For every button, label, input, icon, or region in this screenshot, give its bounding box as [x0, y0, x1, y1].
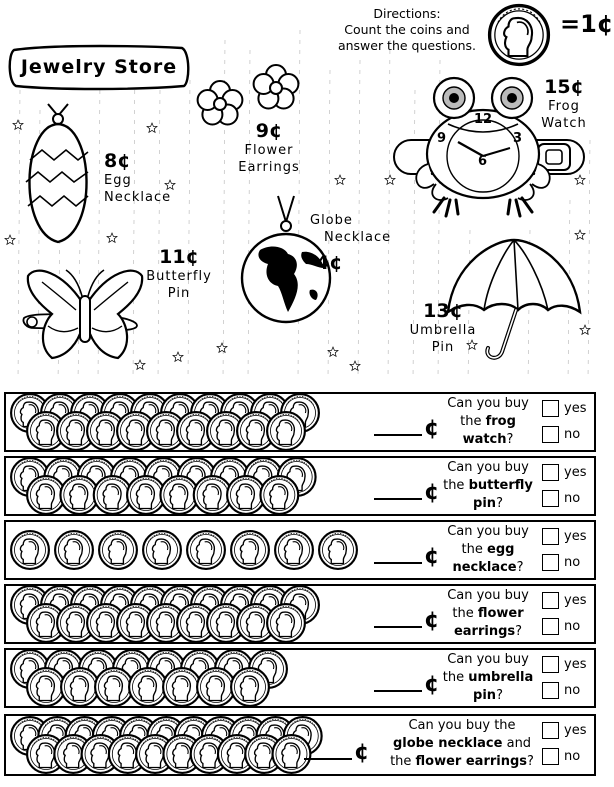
checkbox-no[interactable]	[542, 554, 559, 571]
penny-coin	[231, 531, 269, 569]
penny-coin	[227, 476, 265, 514]
directions-heading: Directions:	[373, 6, 441, 21]
penny-coin	[160, 476, 198, 514]
checkbox-no[interactable]	[542, 426, 559, 443]
question-text: Can you buy the umbrella pin?	[442, 652, 534, 703]
frog-watch-price: 15¢	[544, 76, 584, 98]
question-row	[4, 520, 596, 580]
answer-label-no: no	[564, 427, 581, 442]
question-row	[4, 584, 596, 644]
answer-blank[interactable]	[374, 434, 422, 436]
penny-coin	[260, 476, 298, 514]
cent-sign: ¢	[354, 740, 370, 765]
checkbox-no[interactable]	[542, 748, 559, 765]
checkbox-yes[interactable]	[542, 528, 559, 545]
checkbox-yes[interactable]	[542, 464, 559, 481]
penny-coin	[194, 476, 232, 514]
globe-necklace-label	[310, 212, 406, 274]
penny-coin	[273, 735, 311, 773]
butterfly-pin-illustration	[22, 262, 150, 372]
penny-coin	[231, 668, 269, 706]
penny-coin	[55, 531, 93, 569]
penny-coin	[27, 668, 65, 706]
egg-necklace-price: 8¢	[104, 150, 131, 172]
coin-group	[6, 650, 366, 706]
globe-necklace-name-2: Necklace	[324, 230, 392, 245]
cent-sign: ¢	[424, 480, 440, 505]
question-text: Can you buy the globe necklace and the flower earrings?	[390, 718, 534, 769]
flower-earrings-name-1: Flower	[244, 143, 294, 158]
clock-number-12: 12	[474, 112, 493, 127]
question-text: Can you buy the frog watch?	[447, 396, 529, 447]
answer-label-yes: yes	[564, 465, 587, 480]
directions-line-3: answer the questions.	[337, 38, 477, 53]
cent-sign: ¢	[424, 608, 440, 633]
penny-coin	[187, 531, 225, 569]
directions	[322, 6, 492, 54]
flower-earrings-label	[232, 120, 306, 176]
coin-group	[6, 586, 366, 642]
checkbox-no[interactable]	[542, 490, 559, 507]
umbrella-pin-label	[404, 300, 482, 356]
answer-label-no: no	[564, 555, 581, 570]
question-row	[4, 392, 596, 452]
egg-necklace-label	[104, 150, 184, 206]
checkbox-no[interactable]	[542, 618, 559, 635]
frog-watch-name-2: Watch	[541, 116, 587, 131]
penny-coin	[163, 668, 201, 706]
penny-coin	[267, 412, 305, 450]
globe-necklace-name-1: Globe	[310, 213, 353, 228]
butterfly-pin-name-1: Butterfly	[146, 269, 212, 284]
answer-label-yes: yes	[564, 657, 587, 672]
penny-coin	[94, 476, 132, 514]
penny-coin	[11, 531, 49, 569]
coin-group	[6, 716, 366, 774]
directions-line-2: Count the coins and	[344, 22, 470, 37]
question-row	[4, 714, 596, 776]
penny-coin	[27, 476, 65, 514]
butterfly-pin-name-2: Pin	[167, 286, 191, 301]
butterfly-pin-price: 11¢	[159, 246, 199, 268]
answer-label-no: no	[564, 749, 581, 764]
clock-number-9: 9	[437, 131, 447, 146]
umbrella-pin-name-2: Pin	[431, 340, 455, 355]
coin-value-key: =1¢	[560, 10, 614, 38]
question-text: Can you buy the butterfly pin?	[443, 460, 533, 511]
checkbox-yes[interactable]	[542, 722, 559, 739]
answer-blank[interactable]	[374, 626, 422, 628]
penny-coin	[60, 476, 98, 514]
question-text: Can you buy the egg necklace?	[447, 524, 529, 575]
butterfly-pin-label	[140, 246, 218, 302]
frog-watch-name-1: Frog	[548, 99, 580, 114]
frog-watch-label	[534, 76, 594, 132]
checkbox-yes[interactable]	[542, 400, 559, 417]
question-row	[4, 456, 596, 516]
penny-coin	[275, 531, 313, 569]
checkbox-no[interactable]	[542, 682, 559, 699]
penny-coin	[95, 668, 133, 706]
egg-necklace-name-1: Egg	[104, 173, 132, 188]
globe-necklace-price: 4¢	[316, 252, 343, 274]
penny-coin	[197, 668, 235, 706]
penny-coin	[99, 531, 137, 569]
answer-blank[interactable]	[374, 498, 422, 500]
flower-earrings-price: 9¢	[255, 120, 283, 142]
answer-label-yes: yes	[564, 723, 587, 738]
answer-blank[interactable]	[304, 758, 352, 760]
egg-necklace-illustration	[18, 102, 100, 252]
cent-sign: ¢	[424, 672, 440, 697]
answer-label-no: no	[564, 491, 581, 506]
clock-number-3: 3	[513, 131, 523, 146]
question-row	[4, 648, 596, 708]
penny-coin	[267, 604, 305, 642]
umbrella-pin-price: 13¢	[423, 300, 463, 322]
cent-sign: ¢	[424, 544, 440, 569]
penny-coin	[127, 476, 165, 514]
coin-group	[6, 458, 366, 514]
checkbox-yes[interactable]	[542, 592, 559, 609]
answer-label-yes: yes	[564, 529, 587, 544]
answer-blank[interactable]	[374, 562, 422, 564]
checkbox-yes[interactable]	[542, 656, 559, 673]
cent-sign: ¢	[424, 416, 440, 441]
penny-coin	[143, 531, 181, 569]
answer-label-no: no	[564, 683, 581, 698]
answer-label-yes: yes	[564, 401, 587, 416]
penny-key-icon	[488, 4, 550, 66]
clock-number-6: 6	[478, 154, 488, 169]
coin-group	[6, 522, 366, 578]
answer-label-yes: yes	[564, 593, 587, 608]
penny-coin	[319, 531, 357, 569]
answer-blank[interactable]	[374, 690, 422, 692]
penny-coin	[129, 668, 167, 706]
flower-earrings-name-2: Earrings	[238, 160, 300, 175]
question-text: Can you buy the flower earrings?	[447, 588, 529, 639]
answer-label-no: no	[564, 619, 581, 634]
umbrella-pin-name-1: Umbrella	[409, 323, 477, 338]
penny-coin	[61, 668, 99, 706]
egg-necklace-name-2: Necklace	[104, 190, 172, 205]
coin-group	[6, 394, 366, 450]
page-title: Jewelry Store	[20, 56, 178, 78]
